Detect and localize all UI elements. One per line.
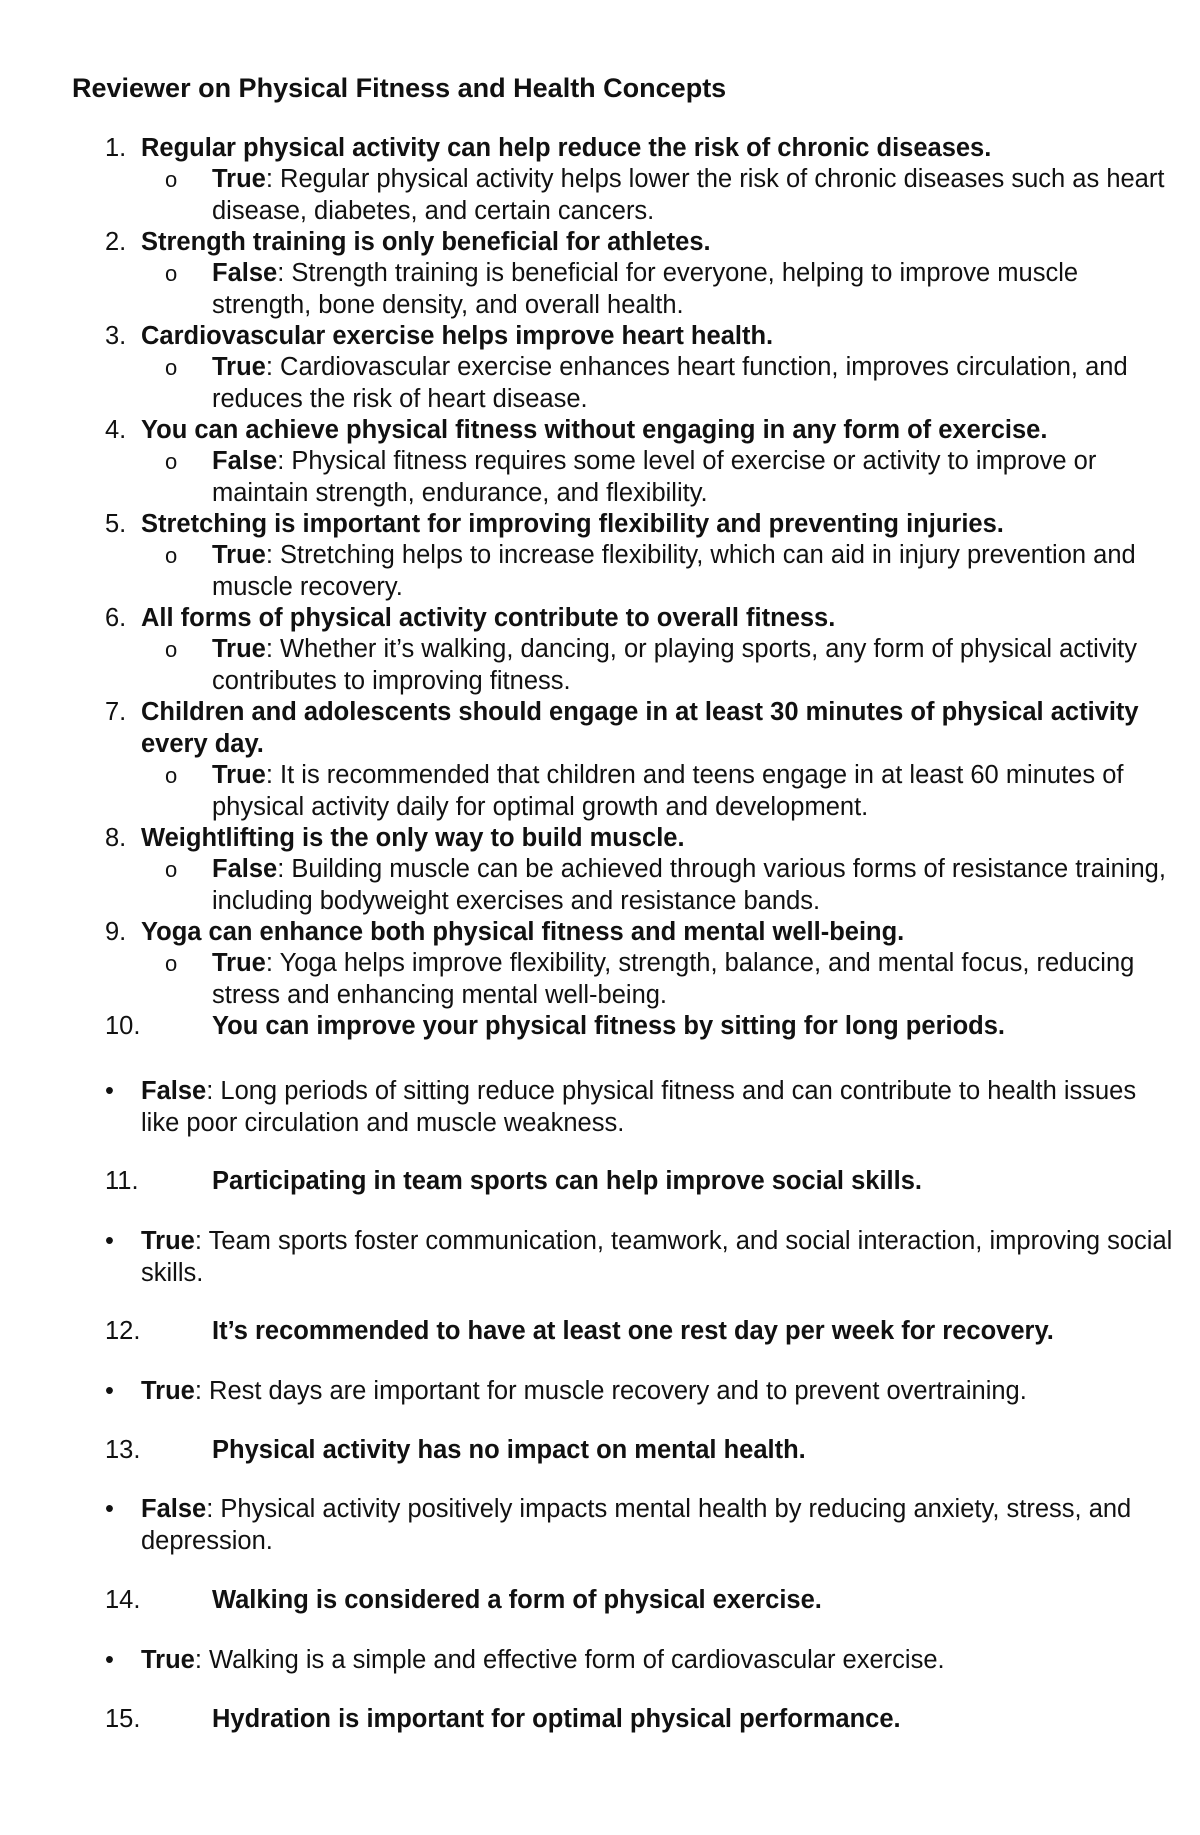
answer-explanation: : Cardiovascular exercise enhances heart function, improves circulation, and reduces the risk of heart disease.	[212, 353, 1128, 413]
bullet-icon: •	[105, 1377, 114, 1405]
answer-verdict: False	[141, 1077, 207, 1105]
answer-verdict: True	[212, 635, 266, 663]
question-number: 15.	[105, 1705, 141, 1733]
answer-explanation: : Regular physical activity helps lower the risk of chronic diseases such as heart disease, diabetes, and certain cancers.	[212, 165, 1165, 225]
sub-bullet-icon: o	[165, 355, 178, 380]
question-number: 12.	[105, 1317, 141, 1345]
answer-explanation: : Walking is a simple and effective form of cardiovascular exercise.	[194, 1646, 945, 1674]
question-text: It’s recommended to have at least one rest day per week for recovery.	[212, 1317, 1054, 1345]
question-text: Strength training is only beneficial for athletes.	[141, 228, 711, 256]
question-number: 10.	[105, 1012, 141, 1040]
question-number: 14.	[105, 1586, 141, 1614]
question-text: Stretching is important for improving flexibility and preventing injuries.	[141, 510, 1004, 538]
question-number: 8.	[105, 824, 127, 852]
sub-bullet-icon: o	[165, 763, 178, 788]
sub-bullet-icon: o	[165, 543, 178, 568]
answer-explanation: : Yoga helps improve flexibility, strength, balance, and mental focus, reducing stress and enhancing mental well-being.	[212, 949, 1135, 1009]
question-text: Regular physical activity can help reduce the risk of chronic diseases.	[141, 134, 992, 162]
bullet-icon: •	[105, 1077, 114, 1105]
question-9	[105, 917, 1180, 949]
question-text: Hydration is important for optimal physical performance.	[212, 1705, 901, 1733]
sub-bullet-icon: o	[165, 261, 178, 286]
question-text: Cardiovascular exercise helps improve heart health.	[141, 322, 774, 350]
question-number: 7.	[105, 698, 127, 726]
answer-verdict: True	[212, 541, 266, 569]
bullet-icon: •	[105, 1646, 114, 1674]
answer-explanation: : Whether it’s walking, dancing, or playing sports, any form of physical activity contributes to improving fitness.	[212, 635, 1138, 695]
question-13	[105, 1435, 1180, 1467]
question-7	[105, 697, 1180, 760]
answer-10	[105, 1076, 1180, 1139]
question-text: Yoga can enhance both physical fitness and mental well-being.	[141, 918, 905, 946]
answer-11	[105, 1226, 1180, 1289]
answer-verdict: True	[212, 761, 266, 789]
answer-verdict: False	[212, 855, 278, 883]
sub-bullet-icon: o	[165, 857, 178, 882]
answer-explanation: : Building muscle can be achieved through various forms of resistance training, including bodyweight exercises and resistance bands.	[212, 855, 1166, 915]
question-text: All forms of physical activity contribute to overall fitness.	[141, 604, 836, 632]
answer-explanation: : Stretching helps to increase flexibility, which can aid in injury prevention and muscle recovery.	[212, 541, 1136, 601]
sub-bullet-icon: o	[165, 951, 178, 976]
question-text: Children and adolescents should engage in at least 30 minutes of physical activity every day.	[141, 698, 1139, 758]
bullet-icon: •	[105, 1495, 114, 1523]
question-12	[105, 1316, 1180, 1348]
question-11	[105, 1166, 1180, 1198]
answer-3	[141, 352, 1181, 415]
question-text: Physical activity has no impact on mental health.	[212, 1436, 806, 1464]
question-4	[105, 415, 1180, 447]
answer-14	[105, 1645, 1180, 1677]
question-number: 2.	[105, 228, 127, 256]
question-number: 4.	[105, 416, 127, 444]
question-5	[105, 509, 1180, 541]
question-2	[105, 227, 1180, 259]
question-text: Weightlifting is the only way to build muscle.	[141, 824, 685, 852]
answer-verdict: False	[212, 259, 278, 287]
question-number: 1.	[105, 134, 127, 162]
question-6	[105, 603, 1180, 635]
answer-verdict: False	[141, 1495, 207, 1523]
question-number: 9.	[105, 918, 127, 946]
sub-bullet-icon: o	[165, 167, 178, 192]
answer-explanation: : It is recommended that children and teens engage in at least 60 minutes of physical activity daily for optimal growth and development.	[212, 761, 1124, 821]
document-title: Reviewer on Physical Fitness and Health Concepts	[72, 73, 727, 103]
bullet-icon: •	[105, 1227, 114, 1255]
answer-5	[141, 540, 1181, 603]
question-number: 11.	[105, 1167, 139, 1195]
answer-verdict: True	[212, 353, 266, 381]
answer-verdict: False	[212, 447, 278, 475]
answer-13	[105, 1494, 1180, 1557]
answer-explanation: : Physical fitness requires some level of exercise or activity to improve or maintain strength, endurance, and flexibility.	[212, 447, 1097, 507]
sub-bullet-icon: o	[165, 637, 178, 662]
question-number: 3.	[105, 322, 127, 350]
answer-1	[141, 164, 1181, 227]
answer-explanation: : Physical activity positively impacts mental health by reducing anxiety, stress, and depression.	[141, 1495, 1132, 1555]
question-text: You can improve your physical fitness by sitting for long periods.	[212, 1012, 1005, 1040]
answer-9	[141, 948, 1181, 1011]
answer-verdict: True	[141, 1646, 195, 1674]
answer-explanation: : Team sports foster communication, teamwork, and social interaction, improving social skills.	[141, 1227, 1173, 1287]
sub-bullet-icon: o	[165, 449, 178, 474]
question-8	[105, 823, 1180, 855]
answer-6	[141, 634, 1181, 697]
answer-2	[141, 258, 1181, 321]
question-3	[105, 321, 1180, 353]
question-text: Participating in team sports can help improve social skills.	[212, 1167, 922, 1195]
question-number: 5.	[105, 510, 127, 538]
question-10	[105, 1011, 1180, 1043]
question-number: 6.	[105, 604, 127, 632]
question-1	[105, 133, 1180, 165]
answer-7	[141, 760, 1181, 823]
answer-explanation: : Strength training is beneficial for everyone, helping to improve muscle strength, bone density, and overall health.	[212, 259, 1079, 319]
answer-explanation: : Rest days are important for muscle recovery and to prevent overtraining.	[194, 1377, 1027, 1405]
answer-verdict: True	[212, 165, 266, 193]
question-text: Walking is considered a form of physical exercise.	[212, 1586, 822, 1614]
question-14	[105, 1585, 1180, 1617]
answer-verdict: True	[212, 949, 266, 977]
question-15	[105, 1704, 1180, 1736]
answer-12	[105, 1376, 1180, 1408]
answer-verdict: True	[141, 1377, 195, 1405]
answer-verdict: True	[141, 1227, 195, 1255]
answer-4	[141, 446, 1181, 509]
question-text: You can achieve physical fitness without engaging in any form of exercise.	[141, 416, 1048, 444]
question-number: 13.	[105, 1436, 141, 1464]
answer-8	[141, 854, 1181, 917]
answer-explanation: : Long periods of sitting reduce physical fitness and can contribute to health issues like poor circulation and muscle weakness.	[141, 1077, 1137, 1137]
